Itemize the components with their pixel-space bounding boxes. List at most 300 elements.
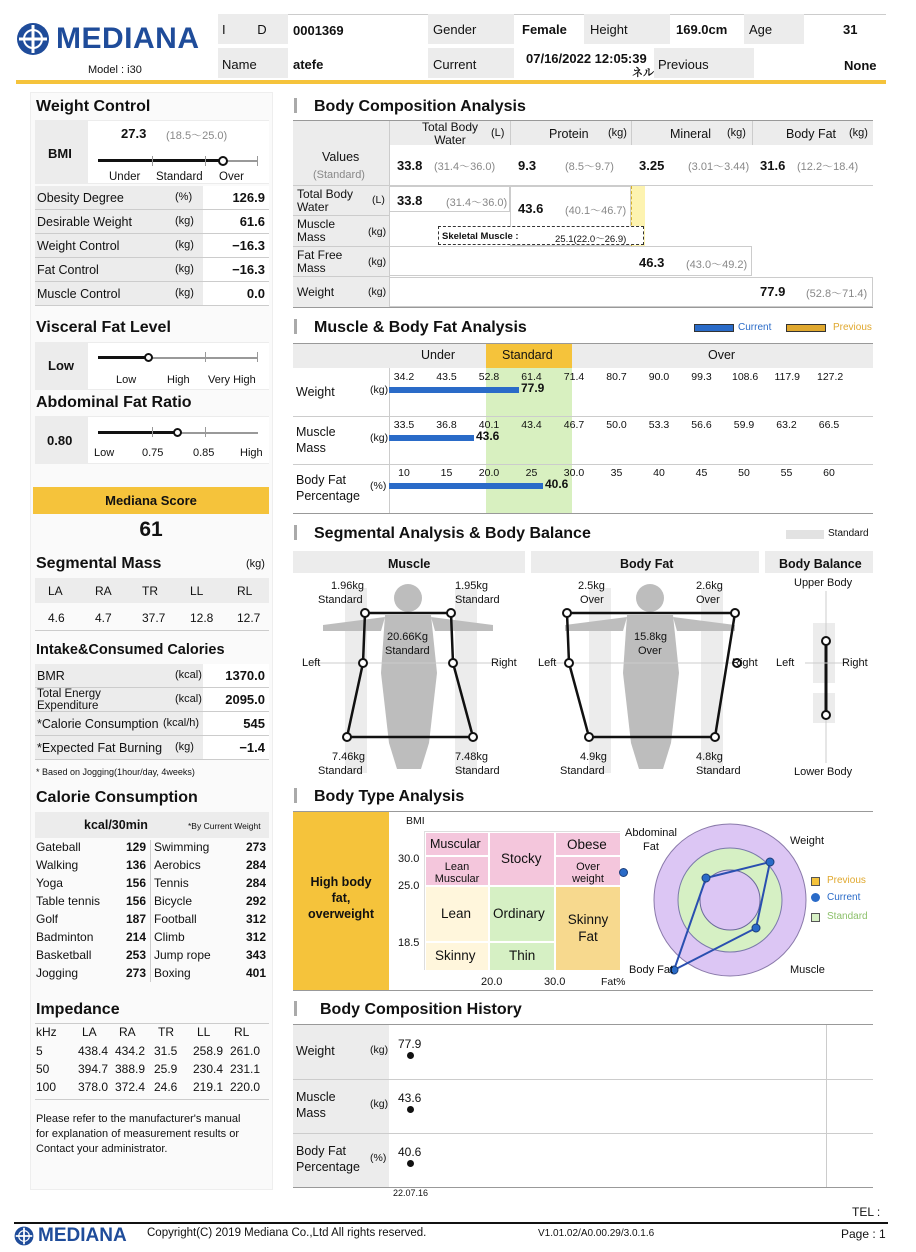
footer-logo [14,1225,127,1249]
row-label: Desirable Weight [37,215,132,229]
mbfa-tick: 43.5 [436,371,457,383]
legend-current-swatch [694,324,734,332]
history-row-label: Body Fat Percentage [296,1144,360,1174]
activity-kcal: 273 [126,966,147,980]
bmi-range: (18.5～25.0) [166,130,228,142]
x-tick-20: 20.0 [481,976,503,988]
mbfa-current-bar [389,435,474,441]
mbfa-tick: 35 [610,467,623,479]
height-value: 169.0cm [676,22,728,37]
activity-kcal: 312 [246,912,267,926]
legend-current-label: Current [738,322,772,333]
mbfa-tick: 30.0 [563,467,585,479]
segmental-mass-value: 12.7 [237,611,261,625]
mbfa-row-label: Body Fat Percentage [296,473,360,503]
fat-right: Right [732,657,758,669]
activity-kcal: 156 [126,876,147,890]
current-date: 07/16/2022 12:05:39 [526,51,647,66]
segmental-legend-label: Standard [828,528,869,539]
muscle-ra: 1.95kg [455,580,489,592]
x-tick-30: 30.0 [544,976,566,988]
gender-label: Gender [433,22,477,37]
radar-abdominal-label: Abdominal Fat [625,827,677,853]
body-type-current-marker [619,868,628,877]
activity-name: Basketball [36,948,92,962]
segmental-mass-col: RA [95,584,112,598]
fat-ra: 2.6kg [696,580,723,592]
activity-kcal: 273 [246,840,267,854]
bca-range: (12.2～18.4) [797,161,859,173]
bca-tbw-label: Total Body Water [297,187,354,214]
impedance-col: TR [158,1025,174,1039]
abdominal-title: Abdominal Fat Ratio [36,394,192,411]
segmental-fat-title: Body Fat [620,557,674,571]
activity-name: Jogging [36,966,79,980]
mbfa-value: 77.9 [521,381,545,395]
row-unit: (kcal/h) [163,717,200,729]
impedance-col: RL [234,1025,250,1039]
calorie-row [35,664,269,688]
bca-col-protein-unit: (kg) [608,127,627,139]
history-point [407,1160,414,1167]
segmental-legend-swatch [786,530,824,539]
age-value: 31 [843,22,858,37]
weight-control-row [35,282,269,306]
bca-tbw-unit: (L) [372,194,385,206]
bca-col-bodyfat: Body Fat [786,127,837,141]
radar-legend-standard-swatch [811,913,820,922]
mbfa-tick: 99.3 [691,371,712,383]
page-number: Page : 1 [841,1227,886,1241]
weight-control-row [35,186,269,210]
body-type-grid [424,831,620,970]
radar-legend-standard: Standard [827,911,868,922]
mbfa-tick: 52.8 [478,371,500,383]
body-type-title: Body Type Analysis [314,788,465,805]
mbfa-band-under: Under [421,348,456,362]
calorie-consumption-title: Calorie Consumption [36,789,198,806]
muscle-rl: 7.48kg [455,751,489,763]
history-row-unit: (kg) [370,1098,389,1110]
muscle-ll-status: Standard [318,765,363,777]
weight-control-row [35,234,269,258]
mbfa-tick: 15 [440,467,453,479]
impedance-note: Please refer to the manufacturer's manual for explanation of measurement results or Contact your administrator. [36,1113,241,1155]
mbfa-tick: 10 [398,467,410,479]
radar-bodyfat-label: Body Fat [629,964,674,976]
mbfa-tick: 63.2 [776,419,797,431]
weight-control-row [35,258,269,282]
impedance-col: RA [119,1025,136,1039]
history-title: Body Composition History [320,1001,522,1018]
activity-name: Aerobics [154,858,201,872]
mbfa-tick: 40 [653,467,665,479]
history-point [407,1106,414,1113]
bca-ffm-label: Fat Free Mass [297,248,343,275]
activity-kcal: 401 [246,966,267,980]
segmental-mass-value: 12.8 [190,611,214,625]
mbfa-tick: 55 [780,467,793,479]
calories-note: * Based on Jogging(1hour/day, 4weeks) [36,767,195,777]
fat-left: Left [538,657,557,669]
bca-range: (8.5～9.7) [565,161,614,173]
visceral-scale-low: Low [116,374,137,386]
bt-overweight: Over weight [572,861,604,885]
abdominal-scale-075: 0.75 [142,447,164,459]
activity-name: Climb [154,930,185,944]
bca-muscle-value: 43.6 [518,201,544,216]
calorie-row [35,736,269,760]
visceral-fat-title: Visceral Fat Level [36,319,171,336]
weight-control-row [35,210,269,234]
brand-logo [16,22,216,58]
activity-name: Badminton [36,930,94,944]
row-value: −1.4 [239,740,265,755]
kcal-note: *By Current Weight [188,821,261,831]
row-label: Muscle Control [37,287,121,301]
mbfa-tick: 25 [525,467,538,479]
muscle-tr-status: Standard [385,645,430,657]
impedance-cell: 5 [36,1044,43,1058]
bca-value: 31.6 [760,158,786,173]
y-tick-185: 18.5 [398,937,420,949]
bca-muscle-label: Muscle Mass [297,217,336,244]
row-label: Fat Control [37,263,99,277]
mbfa-tick: 66.5 [818,419,840,431]
weight-control-title: Weight Control [36,98,151,115]
balance-upper: Upper Body [794,577,853,589]
fat-rl: 4.8kg [696,751,723,763]
previous-value: None [844,58,877,73]
mbfa-tick: 60 [823,467,835,479]
mbfa-tick: 36.8 [436,419,457,431]
segmental-title: Segmental Analysis & Body Balance [314,525,591,542]
segmental-mass-unit: (kg) [246,558,265,570]
mbfa-tick: 45 [695,467,708,479]
activity-kcal: 136 [126,858,147,872]
bca-weight-unit: (kg) [368,286,387,298]
row-unit: (kg) [175,215,194,227]
mbfa-tick: 34.2 [393,371,415,383]
mbfa-tick: 43.4 [521,419,542,431]
height-label: Height [590,22,628,37]
bca-muscle-range: (40.1～46.7) [565,205,627,217]
bt-lean: Lean [441,906,472,921]
bt-stocky: Stocky [501,851,542,866]
activity-kcal: 214 [126,930,147,944]
row-unit: (%) [175,191,193,203]
row-unit: (kg) [175,263,194,275]
mbfa-tick: 90.0 [648,371,670,383]
fat-tr: 15.8kg [634,631,668,643]
abdominal-value: 0.80 [47,433,73,448]
impedance-cell: 434.2 [115,1044,146,1058]
bca-col-protein: Protein [549,127,589,141]
bca-col-mineral-unit: (kg) [727,127,746,139]
activity-name: Golf [36,912,59,926]
impedance-cell: 31.5 [154,1044,178,1058]
y-tick-25: 25.0 [398,880,420,892]
calories-title: Intake&Consumed Calories [36,642,225,658]
bca-tbw-range: (31.4～36.0) [446,197,508,209]
gender-value: Female [522,22,567,37]
mbfa-tick: 127.2 [817,371,844,383]
impedance-title: Impedance [36,1001,120,1018]
bt-obese: Obese [567,837,607,852]
bt-ordinary: Ordinary [493,906,545,921]
row-unit: (kg) [175,287,194,299]
calorie-row [35,688,269,712]
mbfa-tick: 59.9 [733,419,755,431]
impedance-cell: 25.9 [154,1062,178,1076]
impedance-cell: 100 [36,1080,57,1094]
segmental-muscle-title: Muscle [388,557,431,571]
impedance-col: LL [197,1025,211,1039]
activity-name: Table tennis [36,894,101,908]
mbfa-value: 43.6 [476,429,500,443]
visceral-scale-high: High [167,374,190,386]
impedance-cell: 50 [36,1062,50,1076]
row-label: *Expected Fat Burning [37,741,163,755]
bca-col-bodyfat-unit: (kg) [849,127,868,139]
fat-ll: 4.9kg [580,751,607,763]
row-label: BMR [37,669,65,683]
bca-value: 33.8 [397,158,423,173]
impedance-cell: 438.4 [78,1044,109,1058]
impedance-cell: 261.0 [230,1044,261,1058]
activity-name: Yoga [36,876,63,890]
fat-rl-status: Standard [696,765,741,777]
history-value: 43.6 [398,1091,422,1105]
history-value: 40.6 [398,1145,422,1159]
mbfa-tick: 50 [738,467,750,479]
mediana-score-title: Mediana Score [105,493,197,508]
bca-col-tbw: Total Body Water [421,120,479,147]
mbfa-current-bar [389,387,519,393]
muscle-la: 1.96kg [331,580,365,592]
body-type-fat-label: Fat% [601,976,626,988]
body-type-bmi-label: BMI [406,815,425,827]
mbfa-tick: 61.4 [521,371,542,383]
y-tick-30: 30.0 [398,853,420,865]
bca-col-mineral: Mineral [670,127,711,141]
bca-weight-value: 77.9 [760,284,786,299]
bca-ffm-value: 46.3 [639,255,665,270]
bca-weight-label: Weight [297,285,335,299]
history-date: 22.07.16 [393,1188,429,1198]
bmi-label: BMI [48,146,72,161]
brand-name: MEDIANA [56,22,200,55]
history-row-unit: (%) [370,1152,387,1164]
bca-value: 9.3 [518,158,537,173]
radar-weight-label: Weight [790,835,825,847]
current-sub: ネル [632,67,654,79]
impedance-cell: 372.4 [115,1080,146,1094]
row-unit: (kcal) [175,669,202,681]
body-balance-graph [805,591,847,763]
abdominal-scale-low: Low [94,447,115,459]
row-value: −16.3 [232,262,265,277]
activity-name: Swimming [154,840,210,854]
radar-legend-previous: Previous [827,875,866,886]
copyright: Copyright(C) 2019 Mediana Co.,Ltd All rights reserved. [147,1227,427,1239]
impedance-col: LA [82,1025,97,1039]
balance-left: Left [776,657,795,669]
activity-kcal: 187 [126,912,147,926]
bt-skinny-fat: Skinny Fat [567,912,609,944]
impedance-cell: 231.1 [230,1062,261,1076]
bca-standard-label: (Standard) [313,169,365,181]
bca-tbw-value: 33.8 [397,193,423,208]
mbfa-band-standard: Standard [502,348,553,362]
balance-right: Right [842,657,868,669]
activity-kcal: 284 [246,858,267,872]
mbfa-tick: 56.6 [691,419,712,431]
mbfa-title: Muscle & Body Fat Analysis [314,319,527,336]
header-accent-line [16,80,886,84]
mbfa-row-unit: (kg) [370,432,389,444]
row-unit: (kcal) [175,693,202,705]
activity-kcal: 343 [246,948,267,962]
radar-legend-current-swatch [811,893,820,902]
segmental-mass-col: RL [237,584,253,598]
bt-muscular: Muscular [430,837,481,851]
impedance-cell: 219.1 [193,1080,224,1094]
bmi-value: 27.3 [121,126,147,141]
bca-muscle-unit: (kg) [368,226,387,238]
kcal-header: kcal/30min [84,818,148,832]
row-value: 1370.0 [225,668,265,683]
radar-muscle-label: Muscle [790,964,825,976]
muscle-right: Right [491,657,517,669]
muscle-ra-status: Standard [455,594,500,606]
mbfa-tick: 20.0 [478,467,500,479]
abdominal-scale-085: 0.85 [193,447,215,459]
model-label: Model : i30 [88,64,142,76]
segmental-mass-value: 4.6 [48,611,65,625]
skeletal-muscle-label: Skeletal Muscle : [442,231,519,242]
muscle-left: Left [302,657,321,669]
skeletal-muscle-value: 25.1(22.0～26.9) [555,234,627,245]
activity-name: Walking [36,858,79,872]
impedance-col: kHz [36,1025,57,1039]
bca-title: Body Composition Analysis [314,98,526,115]
activity-name: Football [154,912,197,926]
radar-legend-previous-swatch [811,877,820,886]
abdominal-indicator [98,431,178,434]
abdominal-scale-high: High [240,447,263,459]
history-row-label: Muscle Mass [296,1090,336,1120]
version: V1.01.02/A0.00.29/3.0.1.6 [538,1228,655,1239]
mbfa-tick: 71.4 [563,371,585,383]
tel-label: TEL : [852,1205,881,1219]
row-unit: (kg) [175,741,194,753]
fat-ra-status: Over [696,594,720,606]
history-point [407,1052,414,1059]
row-value: −16.3 [232,238,265,253]
bca-col-tbw-unit: (L) [491,127,505,139]
mbfa-tick: 80.7 [606,371,627,383]
body-balance-title: Body Balance [779,557,862,571]
calorie-row [35,712,269,736]
muscle-tr: 20.66Kg [387,631,428,643]
activity-kcal: 156 [126,894,147,908]
activity-name: Gateball [36,840,81,854]
row-label: Weight Control [37,239,120,253]
muscle-ll: 7.46kg [332,751,366,763]
bt-lean-muscular: Lean Muscular [434,861,480,885]
fat-la-status: Over [580,594,604,606]
bca-value: 3.25 [639,158,665,173]
current-label: Current [433,57,477,72]
mbfa-row-unit: (%) [370,480,387,492]
balance-lower: Lower Body [794,766,853,778]
row-label: Obesity Degree [37,191,124,205]
bt-skinny: Skinny [435,948,476,963]
activity-name: Boxing [154,966,191,980]
id-label: I D [222,22,281,37]
previous-label: Previous [658,57,709,72]
muscle-rl-status: Standard [455,765,500,777]
bca-range: (3.01～3.44) [688,161,750,173]
mbfa-tick: 46.7 [563,419,585,431]
history-row-unit: (kg) [370,1044,389,1056]
radar-legend-current: Current [827,892,861,903]
bca-ffm-range: (43.0～49.2) [686,259,748,271]
mbfa-row-unit: (kg) [370,384,389,396]
mbfa-tick: 108.6 [732,371,759,383]
mediana-logo-icon [16,22,50,56]
abdominal-marker [173,428,182,437]
segmental-mass-col: TR [142,584,158,598]
bca-values-label: Values [322,150,360,164]
row-value: 126.9 [232,190,265,205]
activity-kcal: 253 [126,948,147,962]
mbfa-band-over: Over [708,348,736,362]
visceral-marker [144,353,153,362]
body-type-result: High body fat, overweight [308,875,374,921]
id-value: 0001369 [293,23,344,38]
bmi-scale-standard: Standard [156,171,203,183]
row-value: 61.6 [239,214,265,229]
mediana-score-header [33,487,269,514]
mbfa-tick: 33.5 [393,419,415,431]
bca-weight-range: (52.8～71.4) [806,288,868,300]
activity-kcal: 129 [126,840,147,854]
history-row-label: Weight [296,1044,335,1058]
activity-kcal: 312 [246,930,267,944]
fat-ll-status: Standard [560,765,605,777]
activity-name: Bicycle [154,894,193,908]
impedance-cell: 378.0 [78,1080,109,1094]
bca-range: (31.4～36.0) [434,161,496,173]
mbfa-row-label: Weight [296,385,335,399]
history-value: 77.9 [398,1037,422,1051]
segmental-mass-col: LA [48,584,63,598]
name-value: atefe [293,57,324,72]
name-label: Name [222,57,257,72]
activity-kcal: 292 [246,894,267,908]
segmental-mass-title: Segmental Mass [36,555,162,572]
row-label: *Calorie Consumption [37,717,159,731]
row-label: Total Energy Expenditure [37,688,101,712]
impedance-cell: 388.9 [115,1062,146,1076]
impedance-cell: 220.0 [230,1080,261,1094]
segmental-mass-col: LL [190,584,204,598]
footer-brand: MEDIANA [38,1225,127,1246]
activity-name: Tennis [154,876,189,890]
mediana-footer-logo-icon [14,1226,34,1246]
